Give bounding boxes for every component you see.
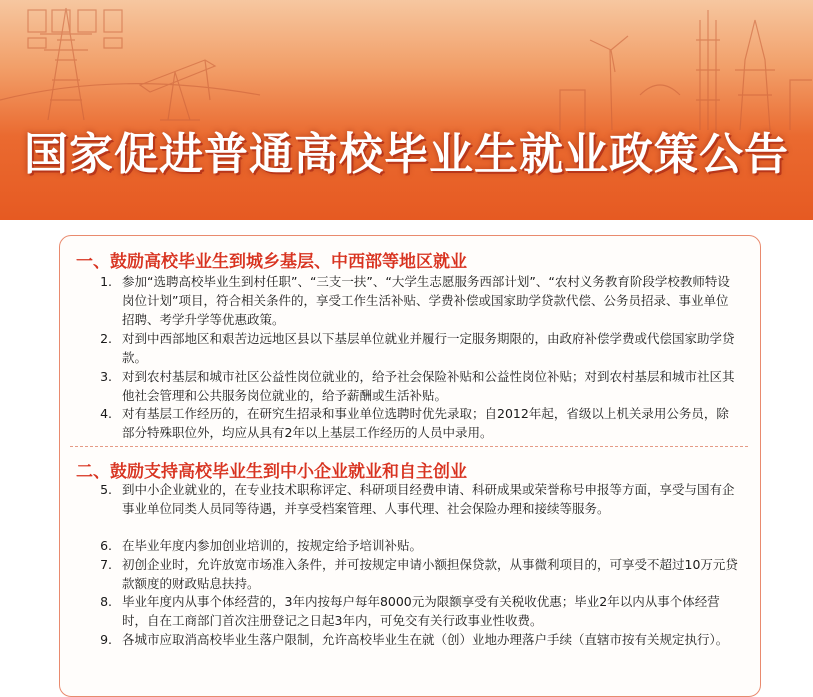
- section-heading-1: 一、鼓励高校毕业生到城乡基层、中西部等地区就业: [76, 252, 467, 272]
- section-divider: [70, 446, 748, 447]
- item-text: 对到农村基层和城市社区公益性岗位就业的，给予社会保险补贴和公益性岗位补贴；对到农村基层和城市社区其他社会管理和公共服务岗位就业的，给予薪酬或生活补贴。: [122, 369, 735, 403]
- item-number: 9.: [100, 632, 112, 647]
- item-text: 到中小企业就业的，在专业技术职称评定、科研项目经费申请、科研成果或荣誉称号申报等方面，享受与国有企事业单位同类人员同等待遇，并享受档案管理、人事代理、社会保险办理和接续等服务。: [122, 482, 735, 516]
- item-text: 参加“选聘高校毕业生到村任职”、“三支一扶”、“大学生志愿服务西部计划”、“农村义务教育阶段学校教师特设岗位计划”项目，符合相关条件的，享受工作生活补贴、学费补偿或国家助学贷款代偿、公务员招录、事业单位招聘、考学升学等优惠政策。: [122, 274, 730, 327]
- item-number: 4.: [100, 406, 112, 421]
- item-text: 对有基层工作经历的，在研究生招录和事业单位选聘时优先录取；自2012年起，省级以上机关录用公务员，除部分特殊职位外，均应从具有2年以上基层工作经历的人员中录用。: [122, 406, 729, 440]
- section-heading-2: 二、鼓励支持高校毕业生到中小企业就业和自主创业: [76, 462, 467, 482]
- item-number: 7.: [100, 557, 112, 572]
- item-number: 3.: [100, 369, 112, 384]
- item-text: 毕业年度内从事个体经营的，3年内按每户每年8000元为限额享受有关税收优惠；毕业2年以内从事个体经营时，自在工商部门首次注册登记之日起3年内，可免交有关行政事业性收费。: [122, 594, 720, 628]
- item-number: 1.: [100, 274, 112, 289]
- item-text: 各城市应取消高校毕业生落户限制，允许高校毕业生在就（创）业地办理落户手续（直辖市按有关规定执行）。: [122, 632, 729, 647]
- industrial-skyline-illustration: [0, 0, 813, 220]
- item-number: 2.: [100, 331, 112, 346]
- header-banner: [0, 0, 813, 220]
- item-number: 6.: [100, 538, 112, 553]
- item-text: 对到中西部地区和艰苦边远地区县以下基层单位就业并履行一定服务期限的，由政府补偿学费或代偿国家助学贷款。: [122, 331, 735, 365]
- item-number: 8.: [100, 594, 112, 609]
- item-number: 5.: [100, 482, 112, 497]
- page-title: 国家促进普通高校毕业生就业政策公告: [24, 129, 789, 180]
- item-text: 在毕业年度内参加创业培训的，按规定给予培训补贴。: [122, 538, 423, 553]
- item-text: 初创企业时，允许放宽市场准入条件，并可按规定申请小额担保贷款，从事微利项目的，可享受不超过10万元贷款额度的财政贴息扶持。: [122, 557, 738, 591]
